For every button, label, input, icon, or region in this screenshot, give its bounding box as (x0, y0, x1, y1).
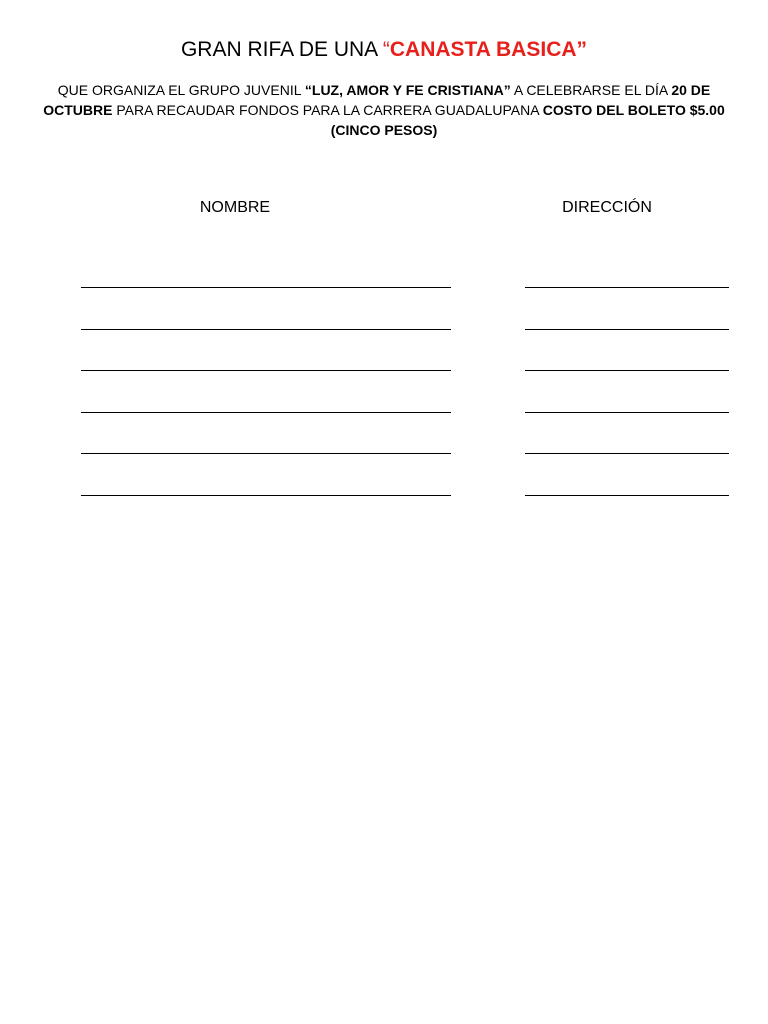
document-title (0, 36, 768, 64)
intro-paragraph (40, 80, 728, 140)
direccion-blank-line (525, 412, 729, 413)
direccion-blank-line (525, 287, 729, 288)
intro-ticket-cost: COSTO DEL BOLETO $5.00 (CINCO PESOS) (330, 102, 725, 138)
nombre-blank-line (81, 370, 451, 371)
nombre-blank-line (81, 287, 451, 288)
title-open-quote: “ (382, 38, 390, 61)
intro-group-name: “LUZ, AMOR Y FE CRISTIANA” (304, 82, 511, 98)
nombre-blank-line (81, 495, 451, 496)
intro-text-2: A CELEBRARSE EL DÍA (510, 82, 672, 98)
title-highlight: CANASTA BASICA” (389, 38, 588, 61)
direccion-blank-line (525, 453, 729, 454)
nombre-blank-line (81, 412, 451, 413)
intro-date: 20 DE OCTUBRE (43, 82, 711, 118)
title-prefix: GRAN RIFA DE UNA (180, 38, 383, 61)
direccion-blank-line (525, 370, 729, 371)
direccion-blank-line (525, 329, 729, 330)
intro-text-1: QUE ORGANIZA EL GRUPO JUVENIL (57, 82, 305, 98)
column-header-direccion: DIRECCIÓN (562, 199, 652, 216)
nombre-blank-line (81, 329, 451, 330)
intro-text-3: PARA RECAUDAR FONDOS PARA LA CARRERA GUADALUPANA (112, 102, 543, 118)
column-header-nombre: NOMBRE (199, 199, 271, 216)
direccion-blank-line (525, 495, 729, 496)
nombre-blank-line (81, 453, 451, 454)
